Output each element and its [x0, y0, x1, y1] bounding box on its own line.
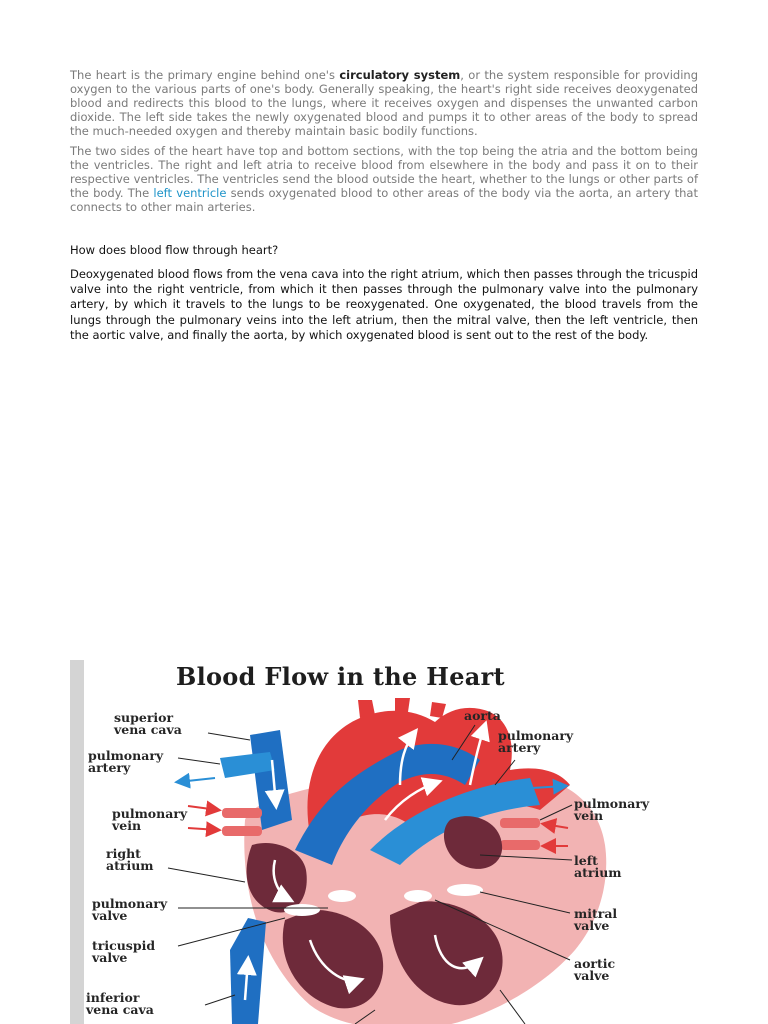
label-inferior-vena-cava: inferior vena cava: [86, 990, 154, 1017]
blood-flow-answer: Deoxygenated blood flows from the vena cava into the right atrium, which then passes through the tricuspid valve into the right ventricle, from which it then passes through the pulmonary valve into the pulmonary artery, by which it travels to the lungs to be reoxygenated. One oxygenated, the blood travels from the lungs through the pulmonary veins into the left atrium, then the mitral valve, then the left ventricle, then the aortic valve, and finally the aorta, by which oxygenated blood is sent out to the rest of the body.: [70, 267, 698, 342]
intro-paragraph: [70, 68, 698, 138]
leader-ivc: [205, 995, 235, 1005]
label-pulmonary-vein-right: pulmonary vein: [574, 796, 650, 823]
leader-svc: [208, 733, 250, 740]
tricuspid-valve-shape: [284, 904, 320, 916]
label-aortic-valve: aortic valve: [574, 956, 616, 983]
external-arrow-pv-left-1: [188, 806, 218, 810]
intro-text-end: , or the system responsible for providing oxygen to the various parts of one's body. Generally speaking, the heart's right side receives deoxygenated blood and redirects this blood to the lungs, where it receives oxygen and dispenses the unwanted carbon dioxide. The left side takes the newly oxygenated blood and pumps it to other areas of the body to spread the much-needed oxygen and thereby maintain basic bodily functions.: [70, 68, 699, 138]
pulmonary-vein-left-1: [222, 808, 262, 818]
leader-pa-left: [178, 758, 220, 764]
pulmonary-valve-shape: [328, 890, 356, 902]
left-ventricle-link[interactable]: left ventricle: [153, 186, 227, 200]
aortic-valve-shape: [404, 890, 432, 902]
label-mitral-valve: mitral valve: [574, 906, 618, 933]
pulmonary-vein-right-2: [500, 840, 540, 850]
label-aorta: aorta: [464, 708, 501, 723]
pulmonary-vein-right-1: [500, 818, 540, 828]
heart-diagram: [70, 660, 652, 1024]
label-pulmonary-valve: pulmonary valve: [92, 896, 168, 923]
label-tricuspid-valve: tricuspid valve: [92, 938, 156, 965]
blood-flow-question: How does blood flow through heart?: [70, 243, 279, 257]
pulmonary-vein-left-2: [222, 826, 262, 836]
article-body: [70, 68, 698, 343]
label-left-atrium: left atrium: [574, 853, 622, 880]
label-pulmonary-vein-left: pulmonary vein: [112, 806, 188, 833]
external-arrow-pa-left: [178, 778, 215, 782]
label-right-atrium: right atrium: [106, 846, 154, 873]
intro-text-start: The heart is the primary engine behind one's: [70, 68, 340, 82]
aorta-branch-1: [358, 700, 375, 718]
label-superior-vena-cava: superior vena cava: [114, 710, 182, 737]
leader-ra: [168, 868, 245, 882]
external-arrow-pv-left-2: [188, 828, 218, 830]
circulatory-system-term: circulatory system: [339, 68, 461, 82]
aorta-branch-2: [395, 698, 410, 712]
figure-title: Blood Flow in the Heart: [176, 662, 505, 691]
label-pulmonary-artery-left: pulmonary artery: [88, 748, 164, 775]
heart-sides-paragraph: [70, 144, 698, 214]
sides-text-start: The two sides of the heart have top and bottom sections, with the top being the atria and the bottom being the ventricles. The right and left atria to receive blood from elsewhere in the body and pass it on to their respective ventricles. The ventricles send the blood outside the heart, whether to the lungs or other parts of the body. The: [70, 144, 698, 200]
label-pulmonary-artery-right: pulmonary artery: [498, 728, 574, 755]
sides-text-end: sends oxygenated blood to other areas of the body via the aorta, an artery that connects to other main arteries.: [70, 186, 698, 214]
mitral-valve-shape: [447, 884, 483, 896]
